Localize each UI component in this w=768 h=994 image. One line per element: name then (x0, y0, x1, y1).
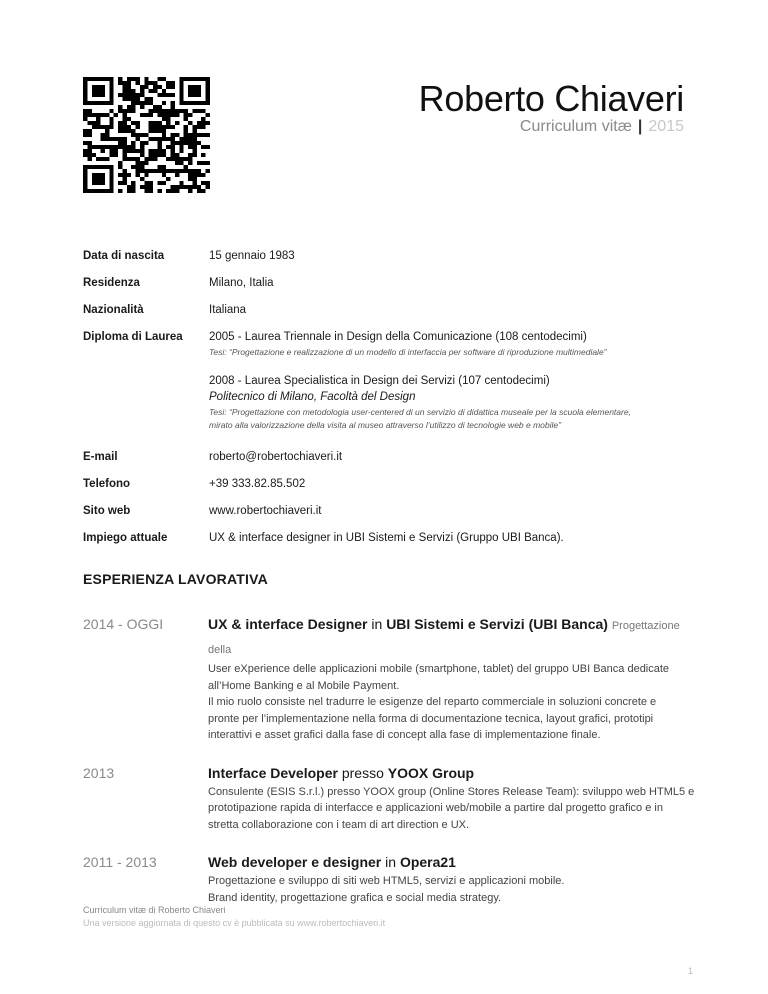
info-label: Sito web (83, 505, 131, 517)
info-value: Milano, Italia (209, 277, 274, 289)
footer-line: Curriculum vitæ di Roberto Chiaveri (83, 905, 226, 915)
info-row-birth (83, 248, 693, 264)
job-desc-line: Progettazione e sviluppo di siti web HTML5, servizi e applicazioni mobile. (208, 875, 565, 887)
subtitle-text: Curriculum vitæ (519, 118, 632, 135)
job-description (208, 661, 703, 744)
job-desc-line: all’Home Banking e al Mobile Payment. (208, 679, 400, 692)
job-desc-line: stretta collaborazione con i team di art direction e UX. (208, 818, 470, 831)
info-row-degree (83, 329, 693, 438)
job-desc-line: pronte per l’implementazione nella forma di documentazione tecnica, layout grafici, prototipi (208, 712, 654, 725)
degree-title: 2005 - Laurea Triennale in Design della Comunicazione (108 centodecimi) (209, 331, 587, 343)
footer-line: Una versione aggiornata di questo cv è pubblicata su www.robertochiaveri.it (83, 918, 386, 928)
degree-title: 2008 - Laurea Specialistica in Design dei Servizi (107 centodecimi) (209, 375, 550, 387)
job-description (208, 873, 703, 906)
degree-thesis: Tesi: “Progettazione e realizzazione di un modello di interfaccia per software di riproduzione multimediale” (209, 347, 607, 357)
job-role: UX & interface Designer (208, 616, 368, 632)
job-body (208, 613, 703, 744)
info-value: Italiana (209, 304, 247, 316)
info-row-website (83, 503, 693, 519)
job-date: 2011 - 2013 (83, 854, 157, 870)
job-company: Opera21 (399, 854, 456, 870)
job-title (208, 762, 703, 784)
subtitle-separator: | (637, 118, 643, 135)
job-desc-line: Il mio ruolo consiste nel tradurre le esigenze del reparto commerciale in soluzioni concrete e (208, 696, 657, 708)
page-footer (83, 904, 385, 930)
info-row-residence (83, 275, 693, 291)
experience-entry (83, 851, 703, 906)
job-desc-line: prototipazione rapida di interfacce e applicazioni web/mobile a partire dal progetto grafico e in (208, 802, 663, 814)
degree-university: Politecnico di Milano, Facoltà del Design (209, 391, 416, 403)
page-number: 1 (687, 966, 693, 976)
job-desc-start: Progettazione della (208, 620, 680, 656)
document-subtitle (520, 118, 684, 136)
section-title-experience: ESPERIENZA LAVORATIVA (83, 571, 268, 587)
job-connector: in (371, 616, 383, 632)
job-description (208, 784, 703, 834)
info-value: 15 gennaio 1983 (209, 250, 295, 262)
experience-entry (83, 762, 703, 834)
info-row-job (83, 530, 693, 546)
degree-thesis-line: mirato alla valorizzazione della visita al museo attraverso l’utilizzo di tecnologie web e mobile” (209, 420, 561, 430)
email-link[interactable]: roberto@robertochiaveri.it (209, 451, 343, 463)
job-role: Web developer e designer (208, 854, 382, 870)
info-row-nationality (83, 302, 693, 318)
degree-list (209, 329, 693, 438)
person-name: Roberto Chiaveri (418, 78, 684, 119)
degree-thesis-line: Tesi: “Progettazione con metodologia user-centered di un servizio di didattica museale per la scuola elementare, (209, 407, 631, 417)
document-year: 2015 (648, 118, 684, 135)
job-desc-line: interattivi e asset grafici dalla fase di concept alla fase di implementazione finale. (208, 729, 601, 741)
job-title (208, 851, 703, 873)
personal-info (83, 248, 693, 557)
info-label: Residenza (83, 277, 140, 289)
experience-list (83, 613, 703, 924)
experience-entry (83, 613, 703, 744)
info-label: Diploma di Laurea (83, 331, 183, 343)
job-company: UBI Sistemi e Servizi (UBI Banca) (386, 616, 608, 632)
info-label: Nazionalità (83, 304, 144, 316)
job-desc-line: Brand identity, progettazione grafica e social media strategy. (208, 891, 502, 904)
job-date: 2014 - OGGI (83, 616, 164, 632)
info-label: E-mail (83, 451, 118, 463)
qr-code-icon (83, 77, 210, 193)
job-role: Interface Developer (208, 764, 338, 781)
info-row-phone (83, 476, 693, 492)
phone-value: +39 333.82.85.502 (209, 478, 306, 490)
job-title (208, 613, 703, 661)
job-date: 2013 (83, 764, 115, 781)
job-desc-line: User eXperience delle applicazioni mobile (smartphone, tablet) del gruppo UBI Banca dedicate (208, 663, 670, 675)
info-value: UX & interface designer in UBI Sistemi e Servizi (Gruppo UBI Banca). (209, 532, 564, 544)
degree-entry (209, 373, 693, 432)
degree-entry (209, 329, 693, 359)
info-label: Telefono (83, 478, 131, 490)
website-link[interactable]: www.robertochiaveri.it (209, 505, 322, 517)
job-body (208, 851, 703, 906)
job-body (208, 762, 703, 834)
info-row-email (83, 449, 693, 465)
info-label: Data di nascita (83, 250, 165, 262)
job-desc-line: Consulente (ESIS S.r.l.) presso YOOX group (Online Stores Release Team): sviluppo web HTML5 e (208, 785, 695, 798)
info-label: Impiego attuale (83, 532, 168, 544)
job-connector: in (385, 854, 397, 870)
job-company: YOOX Group (387, 764, 475, 781)
job-connector: presso (341, 764, 384, 781)
